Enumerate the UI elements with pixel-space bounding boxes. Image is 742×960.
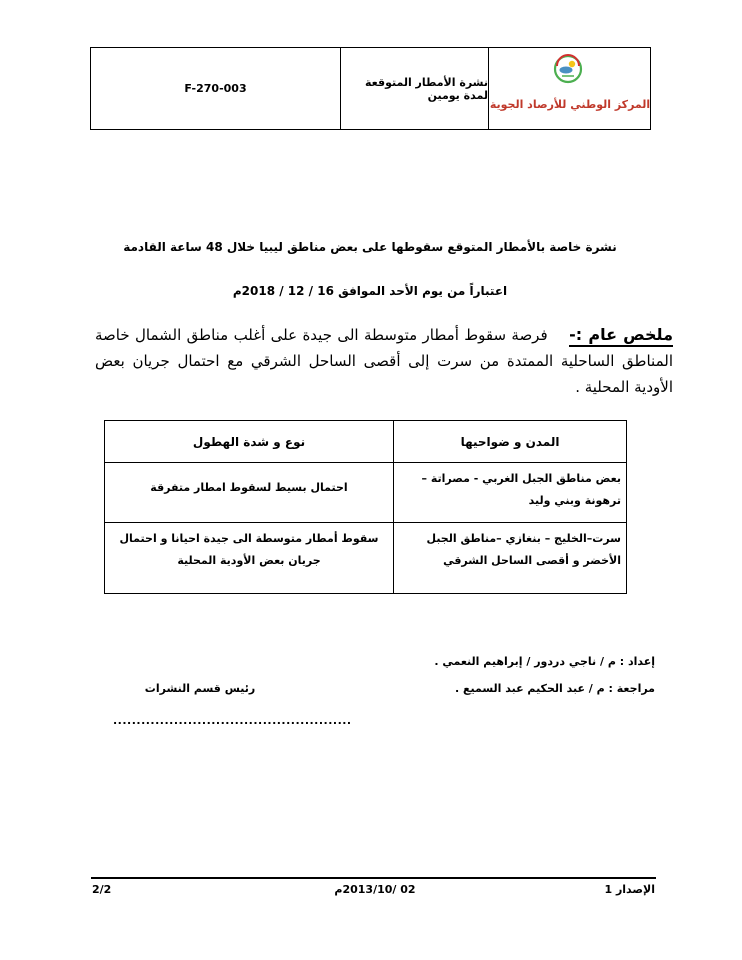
column-header-type: نوع و شدة الهطول [192, 434, 306, 449]
prepared-by: إعداد : م / ناجي دردور / إبراهيم النعمي . [434, 655, 655, 668]
form-code: F-270-003 [184, 82, 247, 95]
footer-rule [91, 877, 656, 879]
summary-spacer [553, 326, 564, 344]
head-of-department: رئيس قسم النشرات [144, 682, 256, 695]
issue-date: 02 /2013/10م [334, 883, 416, 896]
org-name: المركز الوطني للأرصاد الجوية [489, 98, 651, 111]
general-summary [95, 322, 673, 400]
forecast-table [104, 420, 627, 594]
reviewed-by: مراجعة : م / عبد الحكيم عبد السميع . [454, 682, 655, 695]
ncm-logo-icon [553, 54, 583, 84]
bulletin-main-title: نشرة خاصة بالأمطار المتوقع سقوطها على بعض مناطق ليبيا خلال 48 ساعة القادمة [123, 240, 617, 254]
header-box [90, 47, 651, 130]
issue-number: الإصدار 1 [604, 883, 655, 896]
summary-text: فرصة سقوط أمطار متوسطة الى جيدة على أغلب مناطق الشمال خاصة المناطق الساحلية الممتدة من سرت إلى أقصى الساحل الشرقي مع احتمال جريان بعض الأودية المحلية . [95, 326, 673, 396]
signature-line: ................................................... [113, 714, 352, 727]
table-divider [105, 522, 626, 523]
table-cell-type: احتمال بسيط لسقوط امطار متفرقة [150, 481, 348, 494]
summary-label: ملخص عام :- [569, 325, 673, 347]
bulletin-title: نشرة الأمطار المتوقعة لمدة يومين [364, 75, 488, 102]
org-cell [489, 48, 651, 129]
table-cell-cities: بعض مناطق الجبل الغربي - مصراتة – ترهونة وبني وليد [421, 472, 621, 507]
column-header-cities: المدن و ضواحيها [460, 434, 560, 449]
table-cell-cities: سرت–الخليج – بنغازي –مناطق الجبل الأخضر و أقصى الساحل الشرقي [426, 532, 621, 567]
page-number: 2/2 [92, 883, 112, 896]
table-divider [105, 462, 626, 463]
table-cell-type: سقوط أمطار متوسطة الى جيدة احيانا و احتمال جريان بعض الأودية المحلية [119, 532, 379, 567]
validity-date: اعتباراً من يوم الأحد الموافق 16 / 12 / 2018م [232, 284, 508, 298]
